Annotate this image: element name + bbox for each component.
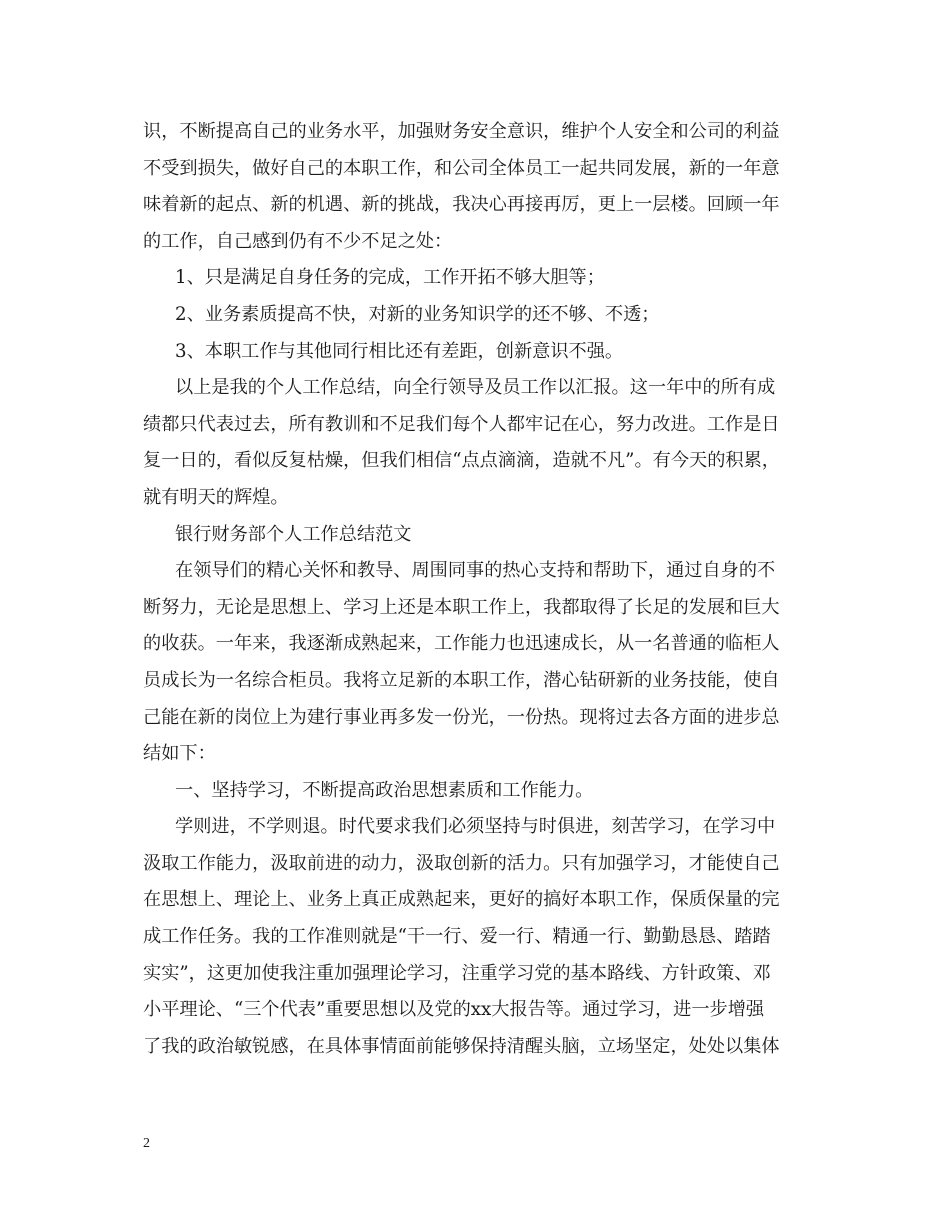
list-item: 3、本职工作与其他同行相比还有差距，创新意识不强。	[175, 340, 624, 362]
paragraph-start: 以上是我的个人工作总结，向全行领导及员工作以汇报。这一年中的所有成	[175, 377, 776, 399]
text-line: 复一日的，看似反复枯燥，但我们相信“点点滴滴，造就不凡”。有今天的积累，	[143, 450, 780, 472]
text-line: 断努力，无论是思想上、学习上还是本职工作上，我都取得了长足的发展和巨大	[143, 596, 780, 618]
text-line: 成工作任务。我的工作准则就是“干一行、爱一行、精通一行、勤勤恳恳、踏踏	[143, 926, 771, 948]
document-body	[143, 114, 808, 1065]
list-item: 2、业务素质提高不快，对新的业务知识学的还不够、不透；	[175, 303, 660, 325]
text-line: 就有明天的辉煌。	[143, 486, 289, 508]
page-number: 2	[143, 1136, 150, 1151]
text-line: 的工作，自己感到仍有不少不足之处：	[143, 230, 453, 252]
text-line: 结如下：	[143, 743, 216, 765]
paragraph-start: 学则进，不学则退。时代要求我们必须坚持与时俱进，刻苦学习，在学习中	[175, 816, 776, 838]
text-line: 识，不断提高自己的业务水平，加强财务安全意识，维护个人安全和公司的利益	[143, 121, 780, 142]
text-line: 在思想上、理论上、业务上真正成熟起来，更好的搞好本职工作，保质保量的完	[143, 889, 780, 911]
text-line: 的收获。一年来，我逐渐成熟起来，工作能力也迅速成长，从一名普通的临柜人	[143, 633, 780, 655]
text-line: 实实”，这更加使我注重加强理论学习，注重学习党的基本路线、方针政策、邓	[143, 962, 771, 984]
text-line: 不受到损失，做好自己的本职工作，和公司全体员工一起共同发展，新的一年意	[143, 157, 780, 179]
section-title: 银行财务部个人工作总结范文	[175, 523, 412, 545]
paragraph-start: 在领导们的精心关怀和教导、周围同事的热心支持和帮助下，通过自身的不	[175, 560, 776, 582]
text-line: 绩都只代表过去，所有教训和不足我们每个人都牢记在心，努力改进。工作是日	[143, 413, 780, 435]
section-heading: 一、坚持学习，不断提高政治思想素质和工作能力。	[175, 779, 594, 801]
text-line: 己能在新的岗位上为建行事业再多发一份光，一份热。现将过去各方面的进步总	[143, 706, 780, 728]
text-line: 汲取工作能力，汲取前进的动力，汲取创新的活力。只有加强学习，才能使自己	[143, 852, 780, 874]
text-line: 了我的政治敏锐感，在具体事情面前能够保持清醒头脑，立场坚定，处处以集体	[143, 1035, 780, 1057]
text-line: 小平理论、“三个代表”重要思想以及党的xx大报告等。通过学习，进一步增强	[143, 999, 765, 1021]
list-item: 1、只是满足自身任务的完成，工作开拓不够大胆等；	[175, 267, 605, 289]
text-line: 味着新的起点、新的机遇、新的挑战，我决心再接再厉，更上一层楼。回顾一年	[143, 194, 780, 216]
text-line: 员成长为一名综合柜员。我将立足新的本职工作，潜心钻研新的业务技能，使自	[143, 669, 780, 691]
